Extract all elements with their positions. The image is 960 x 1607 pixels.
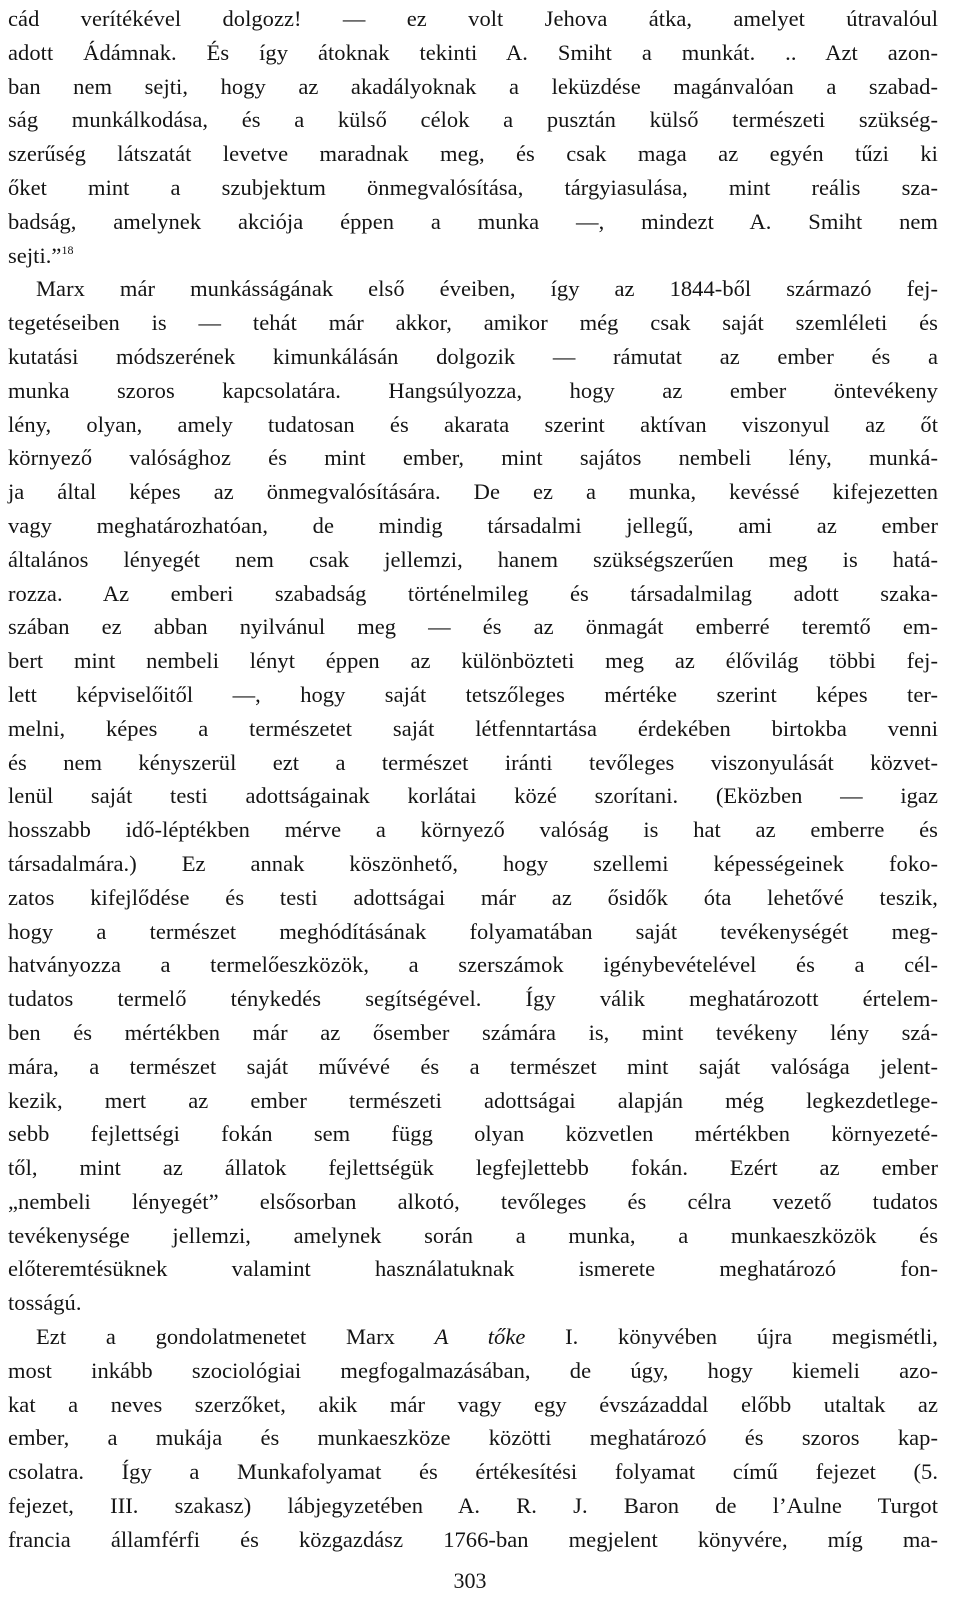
text-line: kutatási módszerének kimunkálásán dolgozik — rámutat az ember és a	[8, 343, 938, 369]
text-line: ban nem sejti, hogy az akadályoknak a leküzdése magánvalóan a szabad-	[8, 73, 938, 99]
text-line: hogy a természet meghódításának folyamatában saját tevékenységét meg-	[8, 918, 938, 944]
paragraph-quote-continuation	[8, 2, 938, 272]
text-line: szában ez abban nyilvánul meg — és az önmagát emberré teremtő em-	[8, 614, 938, 640]
text-line: társadalmára.) Ez annak köszönhető, hogy szellemi képességeinek foko-	[8, 850, 938, 876]
text-line: francia államférfi és közgazdász 1766-ban megjelent könyvére, míg ma-	[8, 1526, 938, 1552]
text-line: fejezet, III. szakasz) lábjegyzetében A. R. J. Baron de l’Aulne Turgot	[8, 1493, 938, 1519]
text-line: hatványozza a termelőeszközök, a szerszámok igénybevételével és a cél-	[8, 952, 938, 978]
text-line: bert mint nembeli lényt éppen az különbözteti meg az élővilág többi fej-	[8, 648, 938, 674]
text-line: őket mint a szubjektum önmegvalósítása, tárgyiasulása, mint reális sza-	[8, 174, 938, 200]
page-number: 303	[453, 1568, 487, 1593]
text-line: mára, a természet saját művévé és a természet mint saját valósága jelent-	[8, 1053, 938, 1079]
text-line: hosszabb idő-léptékben mérve a környező valóság is hat az emberre és	[8, 817, 938, 843]
text-line-content: sejti.”	[8, 242, 62, 268]
text-line: vagy meghatározhatóan, de mindig társadalmi jellegű, ami az ember	[8, 512, 938, 538]
text-fragment: Ezt a gondolatmenetet Marx	[36, 1324, 435, 1350]
text-line: környező valósághoz és mint ember, mint sajátos nembeli lény, munká-	[8, 445, 938, 471]
text-line: kezik, mert az ember természeti adottságai alapján még legkezdetlege-	[8, 1087, 938, 1113]
text-line: ben és mértékben már az ősember számára is, mint tevékeny lény szá-	[8, 1019, 938, 1045]
book-title-italic: A tőke	[434, 1324, 526, 1350]
text-line: Marx már munkásságának első éveiben, így az 1844-ből származó fej-	[36, 276, 938, 302]
text-line: lett képviselőitől —, hogy saját tetszőleges mértéke szerint képes ter-	[8, 681, 938, 707]
text-fragment: I. könyvében újra megismétli,	[525, 1324, 938, 1350]
text-line: sebb fejlettségi fokán sem függ olyan közvetlen mértékben környezeté-	[8, 1121, 938, 1147]
text-line: ság munkálkodása, és a külső célok a pusztán külső természeti szükség-	[8, 107, 938, 133]
text-line: rozza. Az emberi szabadság történelmileg és társadalmilag adott szaka-	[8, 580, 938, 606]
text-line: lenül saját testi adottságainak korlátai közé szorítani. (Eközben — igaz	[8, 783, 938, 809]
text-line: ja által képes az önmegvalósítására. De ez a munka, kevéssé kifejezetten	[8, 479, 938, 505]
text-line-first	[8, 1320, 938, 1354]
text-line: badság, amelynek akciója éppen a munka —, mindezt A. Smiht nem	[8, 208, 938, 234]
text-line: cád verítékével dolgozz! — ez volt Jehova átka, amelyet útravalóul	[8, 6, 938, 31]
text-line: és nem kényszerül ezt a természet iránti tevőleges viszonyulását közvet-	[8, 749, 938, 775]
text-line: „nembeli lényegét” elsősorban alkotó, tevőleges és célra vezető tudatos	[8, 1188, 938, 1214]
text-line: adott Ádámnak. És így átoknak tekinti A. Smiht a munkát. .. Azt azon-	[8, 39, 938, 65]
footnote-reference[interactable]: 18	[61, 242, 74, 257]
text-line: lény, olyan, amely tudatosan és akarata szerint aktívan viszonyul az őt	[8, 411, 938, 437]
text-line: kat a neves szerzőket, akik már vagy egy évszázaddal előbb utaltak az	[8, 1391, 938, 1417]
text-line: tevékenysége jellemzi, amelynek során a munka, a munkaeszközök és	[8, 1222, 938, 1248]
text-line: szerűség látszatát levetve maradnak meg, és csak maga az egyén tűzi ki	[8, 141, 938, 167]
text-line: most inkább szociológiai megfogalmazásában, de úgy, hogy kiemeli azo-	[8, 1357, 938, 1383]
text-line: munka szoros kapcsolatára. Hangsúlyozza, hogy az ember öntevékeny	[8, 377, 938, 403]
text-line: ember, a mukája és munkaeszköze közötti meghatározó és szoros kap-	[8, 1425, 938, 1451]
paragraph-capital-reference	[8, 1320, 938, 1557]
text-line: tudatos termelő ténykedés segítségével. Így válik meghatározott értelem-	[8, 986, 938, 1012]
text-line: általános lényegét nem csak jellemzi, hanem szükségszerűen meg is hatá-	[8, 546, 938, 572]
text-line: tegetéseiben is — tehát már akkor, amikor még csak saját szemléleti és	[8, 310, 938, 336]
text-line-last	[8, 239, 938, 273]
paragraph-marx-early-works	[8, 272, 938, 1320]
text-line-last: tosságú.	[8, 1290, 82, 1316]
book-page	[8, 2, 938, 1557]
text-line: melni, képes a természetet saját létfenntartása érdekében birtokba venni	[8, 715, 938, 741]
text-line: zatos kifejlődése és testi adottságai már az ősidők óta lehetővé teszik,	[8, 884, 938, 910]
text-line: től, mint az állatok fejlettségük legfejlettebb fokán. Ezért az ember	[8, 1155, 938, 1181]
text-line: csolatra. Így a Munkafolyamat és értékesítési folyamat című fejezet (5.	[8, 1459, 938, 1485]
text-line: előteremtésüknek valamint használatuknak ismerete meghatározó fon-	[8, 1256, 938, 1282]
